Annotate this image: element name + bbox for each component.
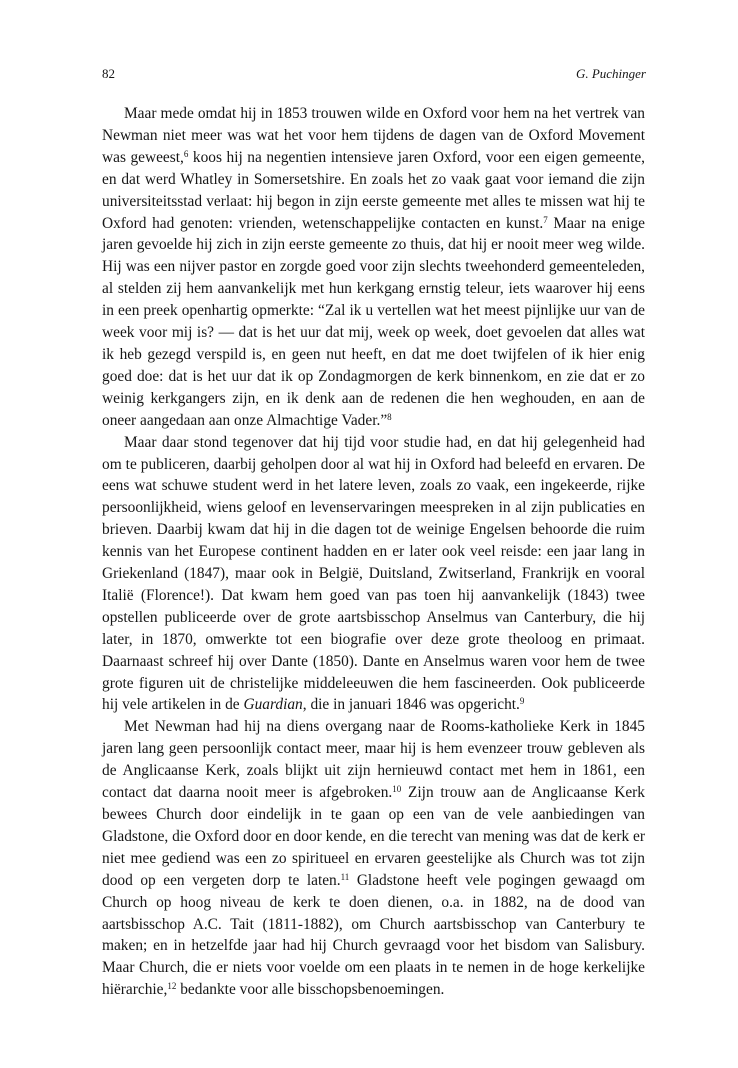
footnote-ref: 6 [183,148,189,159]
footnote-ref: 9 [519,696,525,707]
paragraph-1 [102,103,645,432]
text-run: bedankte voor alle bisschopsbenoemingen. [176,981,445,999]
text-run: Met Newman had hij na diens overgang naar de Rooms-katholieke Kerk in 1845 jaren lang geen persoonlijk contact meer, maar hij is hem evenzeer trouw gebleven als de Anglicaanse Kerk, zoals blijkt uit zijn hernieuwd contact met hem in 1861, een contact dat daarna nooit meer is afgebroken. [102,718,645,802]
text-run: Maar mede omdat hij in 1853 trouwen wilde en Oxford voor hem na het vertrek van Newman niet meer was wat het voor hem tijdens de dagen van de Oxford Movement was geweest, [102,105,645,166]
footnote-ref: 10 [392,784,402,795]
text-run: Zijn trouw aan de Anglicaanse Kerk bewees Church door eindelijk in te gaan op een van de vele aanbiedingen van Gladstone, die Oxford door en door kende, en die terecht van mening was dat de kerk er niet mee gediend was een zo spiritueel en ervaren geestelijke als Church was tot zijn dood op een vergeten dorp te laten. [102,784,645,889]
text-run: Gladstone heeft vele pogingen gewaagd om Church op hoog niveau de kerk te doen dienen, o.a. in 1882, na de dood van aartsbisschop A.C. Tait (1811-1882), om Church aartsbisschop van Canterbury te maken; en in hetzelfde jaar had hij Church gevraagd voor het bisdom van Salisbury. Maar Church, die er niets voor voelde om een plaats in te nemen in de hoge kerkelijke hiërarchie, [102,871,645,999]
footnote-ref: 8 [387,411,392,422]
text-run: , die in januari 1846 was opgericht. [302,696,520,714]
footnote-ref: 7 [543,214,548,225]
footnote-ref: 12 [167,981,177,992]
paragraph-3 [102,716,645,1001]
body-text [102,103,645,1001]
text-run: Maar na enige jaren gevoelde hij zich in zijn eerste gemeente zo thuis, dat hij er nooit meer weg wilde. Hij was een nijver pastor en zorgde goed voor zijn slechts tweehonderd gemeenteleden, al stelden zij hem aanvankelijk met hun kerkgang ernstig teleur, iets waarover hij eens in een preek openhartig opmerkte: “Zal ik u vertellen wat het meest pijnlijke uur van de week voor mij is? — dat is het uur dat mij, week op week, doet gevoelen dat alles wat ik heb gezegd verspild is, en geen nut heeft, en dat me doet twijfelen of ik hier enig goed doe: dat is het uur dat ik op Zondagmorgen de kerk binnenkom, en zie dat er zo weinig kerkgangers zijn, en ik denk aan de redenen die hen weghouden, en aan de oneer aangedaan aan onze Almachtige Vader.” [102,214,645,429]
paragraph-2 [102,432,645,717]
text-run: Maar daar stond tegenover dat hij tijd voor studie had, en dat hij gelegenheid had om te publiceren, daarbij geholpen door al wat hij in Oxford had beleefd en ervaren. De eens wat schuwe student werd in het latere leven, zoals zo vaak, een ingekeerde, rijke persoonlijkheid, wiens geloof en levenservaringen meespreken in al zijn publicaties en brieven. Daarbij kwam dat hij in die dagen tot de weinige Engelsen behoorde die ruim kennis van het Europese continent hadden en er later ook veel reisde: een jaar lang in Griekenland (1847), maar ook in België, Duitsland, Zwitserland, Frankrijk en vooral Italië (Florence!). Dat kwam hem goed van pas toen hij aanvankelijk (1843) twee opstellen publiceerde over de grote aartsbisschop Anselmus van Canterbury, die hij later, in 1870, omwerkte tot een biografie over deze grote theoloog en primaat. Daarnaast schreef hij over Dante (1850). Dante en Anselmus waren voor hem de twee grote figuren uit de christelijke middeleeuwen die hem fascineerden. Ook publiceerde hij vele artikelen in de [102,433,645,714]
running-head-author: G. Puchinger [575,66,646,81]
footnote-ref: 11 [340,871,350,882]
text-run: koos hij na negentien intensieve jaren Oxford, voor een eigen gemeente, en dat werd Whatley in Somersetshire. En zoals het zo vaak gaat voor iemand die zijn universiteitsstad verlaat: hij begon in zijn eerste gemeente met alles te missen wat hij te Oxford had genoten: vrienden, wetenschappelijke contacten en kunst. [102,148,646,232]
italic-title-guardian: Guardian [243,696,303,714]
page-number: 82 [102,66,115,81]
